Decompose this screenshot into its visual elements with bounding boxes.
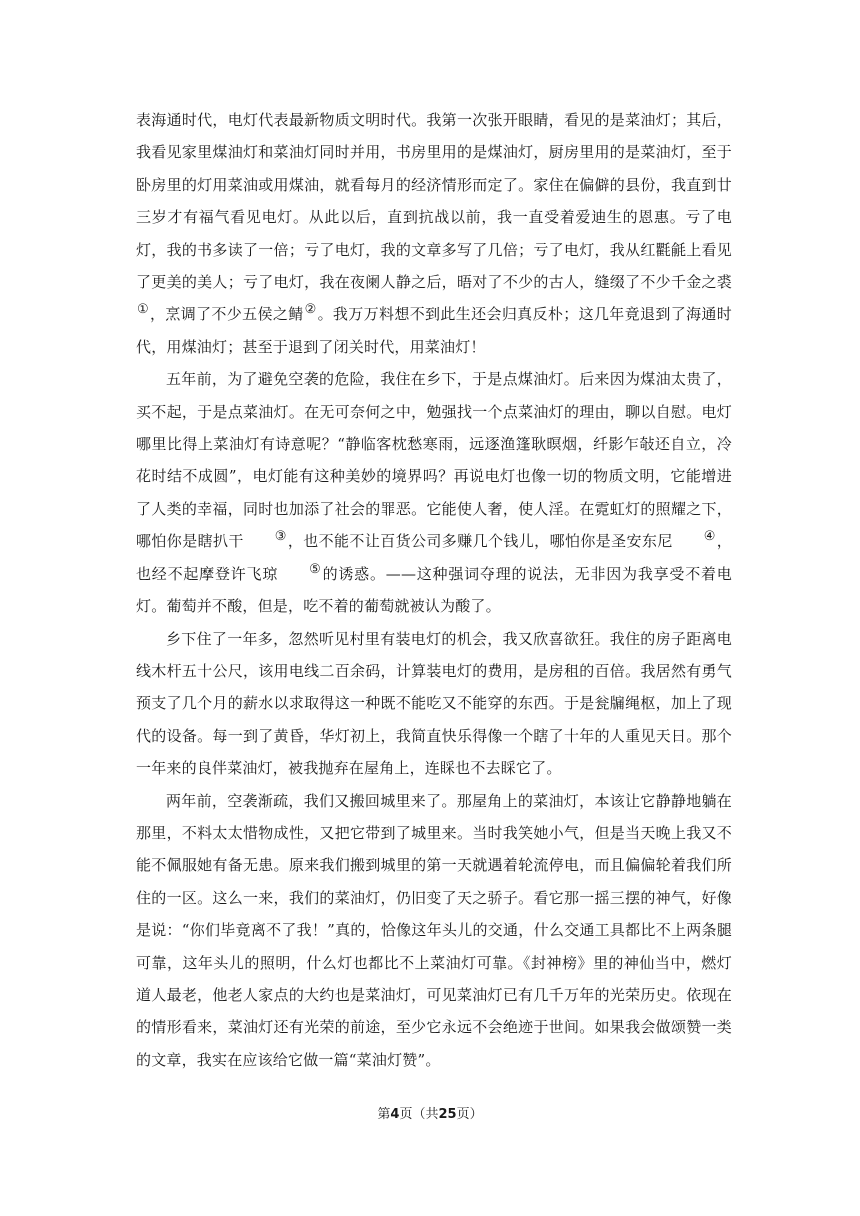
paragraph-text: ，烹调了不少五侯之鲭 — [149, 305, 304, 324]
paragraph-text: ，也经不起摩登许飞琼 — [136, 532, 732, 583]
footer-middle: 页（共 — [399, 1107, 439, 1122]
page-footer — [0, 1106, 860, 1124]
footnote-marker: ② — [304, 302, 317, 318]
footer-prefix: 第 — [377, 1107, 391, 1122]
paragraph — [136, 785, 732, 1077]
footnote-marker: ① — [137, 302, 149, 318]
footnote-marker: ④ — [703, 529, 716, 545]
paragraph — [136, 623, 732, 785]
footnote-marker: ⑤ — [309, 561, 321, 577]
total-pages: 25 — [438, 1107, 457, 1122]
paragraph-text: 。我万万料想不到此生还会归真反朴；这几年竟退到了海通时代，用煤油灯；甚至于退到了闭关时代，用菜油灯！ — [136, 305, 732, 356]
paragraph — [136, 363, 732, 622]
article-body — [136, 104, 732, 1076]
page-number: 4 — [390, 1107, 400, 1122]
footer-suffix: 页） — [456, 1107, 483, 1122]
paragraph-text: ，也不能不让百货公司多赚几个钱儿，哪怕你是圣安东尼 — [287, 532, 673, 551]
footnote-marker: ③ — [274, 529, 287, 545]
paragraph — [136, 104, 732, 363]
paragraph-text: 乡下住了一年多，忽然听见村里有装电灯的机会，我又欣喜欲狂。我住的房子距离电线木杆五十公尺，该用电线二百余码，计算装电灯的费用，是房租的百倍。我居然有勇气预支了几个月的薪水以求取得这一种既不能吃又不能穿的东西。于是瓮牖绳枢，加上了现代的设备。每一到了黄昏，华灯初上，我简直快乐得像一个瞎了十年的人重见天日。那个一年来的良伴菜油灯，被我抛弃在屋角上，连睬也不去睬它了。 — [136, 629, 732, 778]
paragraph-text: 表海通时代，电灯代表最新物质文明时代。我第一次张开眼睛，看见的是菜油灯；其后，我看见家里煤油灯和菜油灯同时并用，书房里用的是煤油灯，厨房里用的是菜油灯，至于卧房里的灯用菜油或用煤油，就看每月的经济情形而定了。家住在偏僻的县份，我直到廿三岁才有福气看见电灯。从此以后，直到抗战以前，我一直受着爱迪生的恩惠。亏了电灯，我的书多读了一倍；亏了电灯，我的文章多写了几倍；亏了电灯，我从红氍毹上看见了更美的美人；亏了电灯，我在夜阑人静之后，晤对了不少的古人，缝缀了不少千金之裘 — [136, 111, 732, 292]
paragraph-text: 的诱惑。——这种强词夺理的说法，无非因为我享受不着电灯。葡萄并不酸，但是，吃不着的葡萄就被认为酸了。 — [136, 564, 733, 616]
paragraph-text: 五年前，为了避免空袭的危险，我住在乡下，于是点煤油灯。后来因为煤油太贵了，买不起，于是点菜油灯。在无可奈何之中，勉强找一个点菜油灯的理由，聊以自慰。电灯哪里比得上菜油灯有诗意呢？“静临客枕愁寒雨，远逐渔篷耿暝烟，纤影乍敧还自立，冷花时结不成圆”，电灯能有这种美妙的境界吗？再说电灯也像一切的物质文明，它能增进了人类的幸福，同时也加添了社会的罪恶。它能使人奢，使人淫。在霓虹灯的照耀之下，哪怕你是瞎扒干 — [136, 370, 732, 551]
paragraph-text: 两年前，空袭渐疏，我们又搬回城里来了。那屋角上的菜油灯，本该让它静静地躺在那里，不料太太惜物成性，又把它带到了城里来。当时我笑她小气，但是当天晚上我又不能不佩服她有备无患。原来我们搬到城里的第一天就遇着轮流停电，而且偏偏轮着我们所住的一区。这么一来，我们的菜油灯，仍旧变了天之骄子。看它那一摇三摆的神气，好像是说：“你们毕竟离不了我！”真的，恰像这年头儿的交通，什么交通工具都比不上两条腿可靠，这年头儿的照明，什么灯也都比不上菜油灯可靠。《封神榜》里的神仙当中，燃灯道人最老，他老人家点的大约也是菜油灯，可见菜油灯已有几千万年的光荣历史。依现在的情形看来，菜油灯还有光荣的前途，至少它永远不会绝迹于世间。如果我会做颂赞一类的文章，我实在应该给它做一篇“菜油灯赞”。 — [136, 791, 732, 1069]
